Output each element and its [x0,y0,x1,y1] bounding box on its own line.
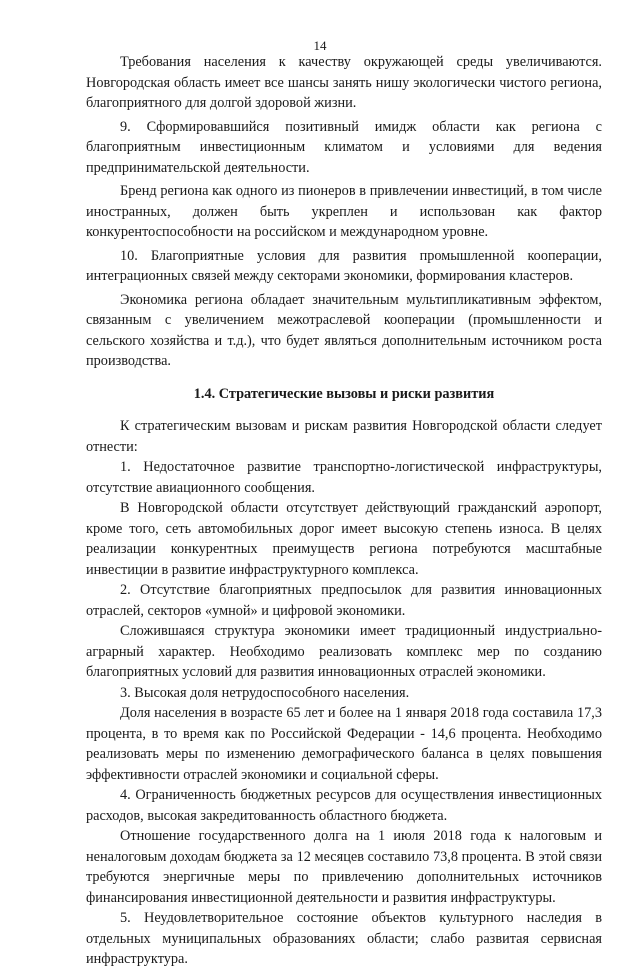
paragraph: К стратегическим вызовам и рискам развития Новгородской области следует отнести: [86,418,602,455]
paragraph: Сложившаяся структура экономики имеет традиционный индустриально-аграрный характер. Необходимо реализовать комплекс мер по созданию благоприятных условий для развития инновационных отраслей экономики. [86,623,602,680]
paragraph: 1. Недостаточное развитие транспортно-логистической инфраструктуры, отсутствие авиационного сообщения. [86,459,602,496]
paragraph: 3. Высокая доля нетрудоспособного населения. [120,684,410,701]
paragraph: Отношение государственного долга на 1 июля 2018 года к налоговым и неналоговым доходам бюджета за 12 месяцев составило 73,8 процента. В этой связи требуются энергичные меры по привлечению дополнительных источников финансирования инвестиционной деятельности и развития инфраструктуры. [86,828,602,906]
paragraph: 4. Ограниченность бюджетных ресурсов для осуществления инвестиционных расходов, высокая закредитованность областного бюджета. [86,787,602,824]
paragraph: 10. Благоприятные условия для развития промышленной кооперации, интеграционных связей между секторами экономики, формирования кластеров. [86,247,602,284]
paragraph: 5. Неудовлетворительное состояние объектов культурного наследия в отдельных муниципальных образованиях области; слабо развитая сервисная инфраструктура. [86,910,602,967]
section-heading: 1.4. Стратегические вызовы и риски развития [193,385,495,402]
body-text [86,52,602,970]
paragraph: Бренд региона как одного из пионеров в привлечении инвестиций, в том числе иностранных, должен быть укреплен и использован как фактор конкурентоспособности на российском и международном уровне. [86,183,602,240]
paragraph: 9. Сформировавшийся позитивный имидж области как региона с благоприятным инвестиционным климатом и условиями для ведения предпринимательской деятельности. [86,118,602,176]
paragraph: 2. Отсутствие благоприятных предпосылок для развития инновационных отраслей, секторов «умной» и цифровой экономики. [86,582,602,619]
page-number: 14 [313,38,327,53]
paragraph: Доля населения в возрасте 65 лет и более на 1 января 2018 года составила 17,3 процента, в то время как по Российской Федерации - 14,6 процента. Необходимо реализовать меры по изменению демографического баланса в целях повышения эффективности отраслей экономики и социальной сферы. [86,705,602,783]
paragraph: В Новгородской области отсутствует действующий гражданский аэропорт, кроме того, сеть автомобильных дорог имеет высокую степень износа. В целях реализации конкурентных преимуществ региона потребуются масштабные инвестиции в развитие инфраструктурного комплекса. [86,500,602,578]
paragraph: Требования населения к качеству окружающей среды увеличиваются. Новгородская область имеет все шансы занять нишу экологически чистого региона, благоприятного для долгой здоровой жизни. [86,54,602,111]
paragraph: Экономика региона обладает значительным мультипликативным эффектом, связанным с увеличением межотраслевой кооперации (промышленности и сельского хозяйства и т.д.), что будет являться дополнительным источником роста производства. [86,291,602,369]
